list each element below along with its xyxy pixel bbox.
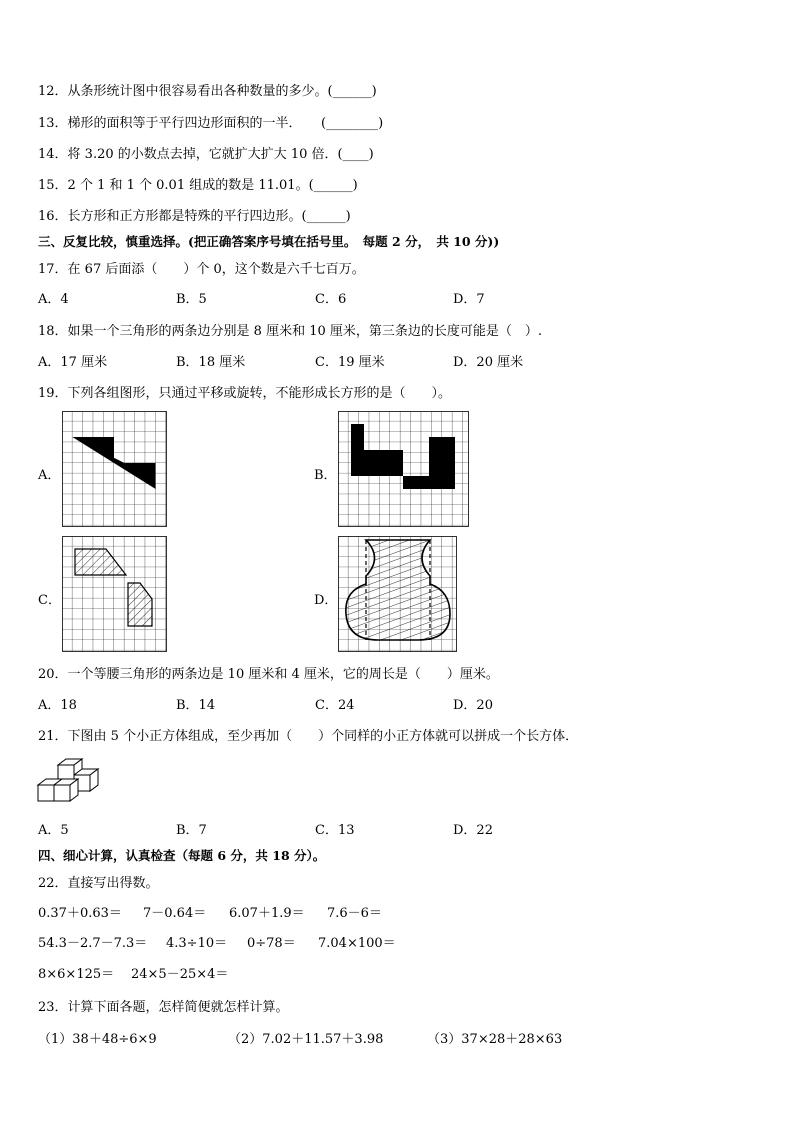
q20-option-c: C．24 [315, 698, 355, 713]
section-4-title: 四、细心计算，认真检查（每题 6 分，共 18 分）。 [38, 848, 326, 863]
question-13: 13．梯形的面积等于平行四边形面积的一半． (________) [38, 116, 384, 131]
figure-a [62, 411, 170, 528]
q18-option-d: D．20 厘米 [453, 355, 524, 370]
question-12: 12．从条形统计图中很容易看出各种数量的多少。(______) [38, 84, 377, 99]
calc-item: 4.3÷10＝ [166, 936, 228, 951]
q21-option-a: A．5 [38, 823, 69, 838]
q18-option-c: C．19 厘米 [315, 355, 385, 370]
question-21: 21．下图由 5 个小正方体组成，至少再加（ ）个同样的小正方体就可以拼成一个长方体． [38, 729, 579, 744]
cube-stack-figure [36, 757, 102, 809]
q19-label-b: B． [314, 468, 337, 483]
calc-item: 24×5－25×4＝ [131, 967, 229, 982]
q20-option-b: B．14 [176, 698, 216, 713]
question-22: 22．直接写出得数。 [38, 876, 159, 891]
question-18: 18．如果一个三角形的两条边分别是 8 厘米和 10 厘米，第三条边的长度可能是（ ）. [38, 324, 543, 339]
figure-d [338, 536, 460, 653]
q17-option-d: D．7 [453, 292, 485, 307]
question-20: 20．一个等腰三角形的两条边是 10 厘米和 4 厘米，它的周长是（ ）厘米。 [38, 667, 499, 682]
figure-b [338, 411, 470, 528]
calc-item: 54.3－2.7－7.3＝ [38, 936, 148, 951]
calc-item: 6.07＋1.9＝ [229, 906, 305, 921]
figure-c [62, 536, 170, 653]
question-23: 23．计算下面各题，怎样简便就怎样计算。 [38, 1000, 289, 1015]
q21-option-d: D．22 [453, 823, 493, 838]
q20-option-a: A．18 [38, 698, 77, 713]
calc-item: 7－0.64＝ [143, 906, 207, 921]
calc-item: 8×6×125＝ [38, 967, 115, 982]
q18-option-a: A．17 厘米 [38, 355, 108, 370]
q19-label-d: D． [314, 593, 338, 608]
question-15: 15．2 个 1 和 1 个 0.01 组成的数是 11.01。(______) [38, 178, 358, 193]
q17-option-a: A．4 [38, 292, 69, 307]
q21-option-b: B．7 [176, 823, 207, 838]
calc-item: （2）7.02＋11.57＋3.98 [228, 1032, 384, 1047]
q17-option-b: B．5 [176, 292, 207, 307]
q21-option-c: C．13 [315, 823, 355, 838]
q18-option-b: B．18 厘米 [176, 355, 246, 370]
calc-item: 7.04×100＝ [318, 936, 396, 951]
question-19: 19．下列各组图形，只通过平移或旋转，不能形成长方形的是（ ）。 [38, 386, 452, 401]
q17-option-c: C．6 [315, 292, 347, 307]
question-16: 16．长方形和正方形都是特殊的平行四边形。(______) [38, 209, 351, 224]
calc-item: 0.37＋0.63＝ [38, 906, 122, 921]
calc-item: 7.6－6＝ [327, 906, 382, 921]
section-3-title: 三、反复比较，慎重选择。(把正确答案序号填在括号里。 每题 2 分， 共 10 分)) [38, 234, 500, 249]
q20-option-d: D．20 [453, 698, 493, 713]
q19-label-c: C． [38, 593, 61, 608]
calc-item: 0÷78＝ [247, 936, 296, 951]
calc-item: （1）38＋48÷6×9 [38, 1032, 157, 1047]
question-14: 14．将 3.20 的小数点去掉，它就扩大扩大 10 倍．(____) [38, 147, 374, 162]
calc-item: （3）37×28＋28×63 [427, 1032, 563, 1047]
q19-label-a: A． [38, 468, 61, 483]
question-17: 17．在 67 后面添（ ）个 0，这个数是六千七百万。 [38, 262, 365, 277]
